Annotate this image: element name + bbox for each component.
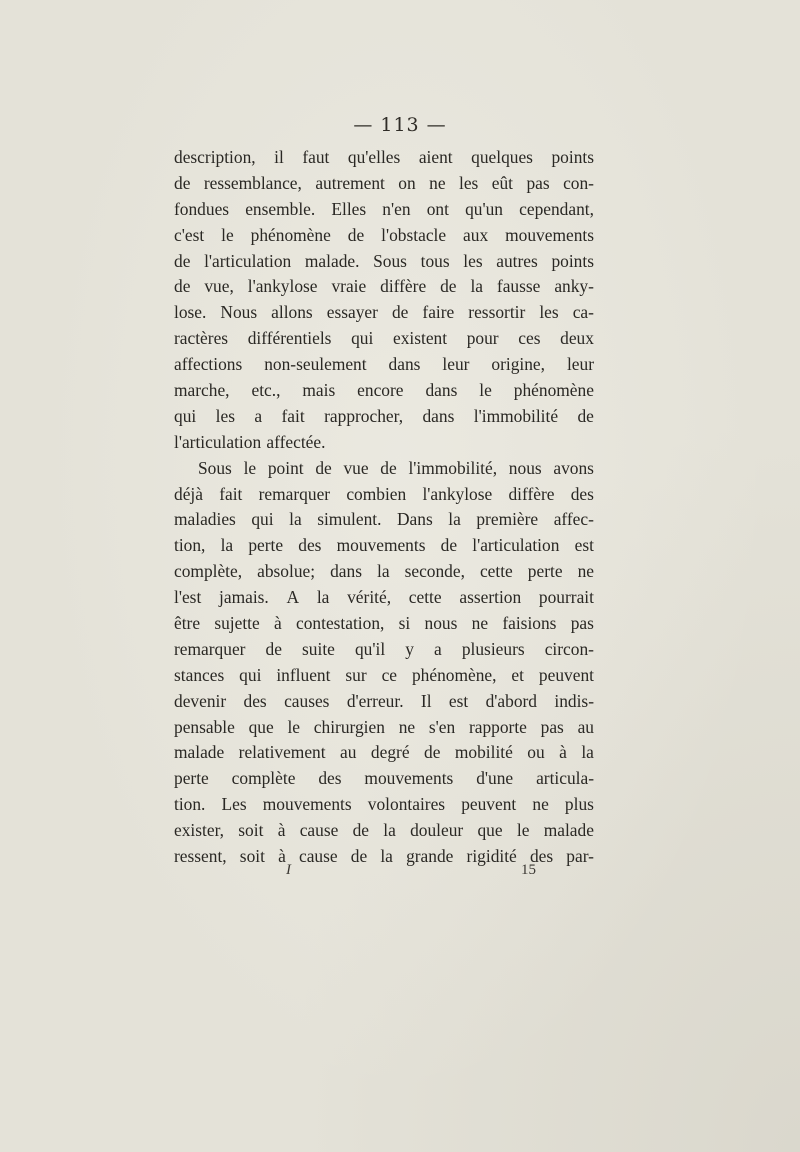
word: de <box>315 457 332 478</box>
text-line <box>174 740 594 766</box>
word: mouvements <box>505 224 594 245</box>
word: eût <box>491 172 513 193</box>
word: les <box>463 250 483 271</box>
word: à <box>559 742 567 763</box>
word: le <box>516 820 530 841</box>
word: de <box>352 820 369 841</box>
word: encore <box>357 380 404 401</box>
word: affectée. <box>266 431 326 452</box>
word: origine, <box>491 354 545 375</box>
word: volontaires <box>367 794 446 815</box>
word: qui <box>239 664 262 685</box>
text-line <box>174 249 594 275</box>
word: suite <box>302 638 335 659</box>
word: est <box>448 690 469 711</box>
word: circon- <box>544 638 594 659</box>
word: rapporte <box>468 716 527 737</box>
text-line <box>174 689 594 715</box>
signature-mark-right: 15 <box>521 862 536 878</box>
word: indis- <box>554 690 594 711</box>
word: con- <box>563 172 594 193</box>
word: combien <box>346 483 407 504</box>
word: ressemblance, <box>203 172 302 193</box>
word: l'obstacle <box>381 224 447 245</box>
word: relativement <box>238 742 326 763</box>
word: allons <box>271 302 313 323</box>
word: ont <box>426 198 449 219</box>
word: remarquer <box>258 483 331 504</box>
word: d'une <box>476 768 514 789</box>
word: complète, <box>174 561 243 582</box>
word: l'immobilité <box>473 405 559 426</box>
word: diffère <box>508 483 555 504</box>
word: fausse <box>496 276 541 297</box>
word: causes <box>284 690 330 711</box>
word: simulent. <box>317 509 382 530</box>
word: leur <box>566 354 594 375</box>
word: faut <box>302 147 330 167</box>
word: faire <box>422 302 455 323</box>
word: douleur <box>410 820 464 841</box>
text-line <box>174 507 594 533</box>
word: Sous <box>198 457 232 478</box>
word: la <box>581 742 594 763</box>
word: aux <box>463 224 489 245</box>
word: dans <box>422 405 455 426</box>
word: malade <box>543 820 594 841</box>
word: etc., <box>251 380 281 401</box>
word: malade. <box>304 250 360 271</box>
word: soit <box>238 820 264 841</box>
word: mouvements <box>262 794 352 815</box>
word: points <box>551 147 594 167</box>
word: la <box>377 561 390 582</box>
word: dans <box>330 561 362 582</box>
word: rapprocher, <box>324 405 404 426</box>
word: point <box>267 457 304 478</box>
word: aient <box>418 147 453 167</box>
text-line <box>174 456 594 482</box>
text-line <box>174 766 594 792</box>
text-line <box>174 404 594 430</box>
word: de <box>174 250 191 271</box>
word: stances <box>174 664 225 685</box>
word: quelques <box>471 147 533 167</box>
text-line <box>174 637 594 663</box>
word: ou <box>527 742 545 763</box>
word: qu'un <box>465 198 503 219</box>
word: ressortir <box>468 302 526 323</box>
word: et <box>511 664 524 685</box>
word: les <box>215 405 235 426</box>
text-line <box>174 197 594 223</box>
word: ne <box>429 172 446 193</box>
word: nous <box>508 457 542 478</box>
word: chirurgien <box>313 716 385 737</box>
word: phénomène, <box>411 664 497 685</box>
text-line <box>174 352 594 378</box>
word: l'immobilité, <box>408 457 498 478</box>
word: qui <box>351 328 374 349</box>
word: remarquer <box>174 638 246 659</box>
word: pour <box>466 328 499 349</box>
word: influent <box>276 664 331 685</box>
text-line <box>174 559 594 585</box>
word: pourrait <box>538 587 594 608</box>
word: y <box>405 638 414 659</box>
word: il <box>274 147 284 167</box>
word: perte <box>527 561 563 582</box>
word: la <box>470 276 483 297</box>
word: pas <box>570 613 594 634</box>
word: vraie <box>331 276 367 297</box>
word: marche, <box>174 380 230 401</box>
word: de <box>424 742 441 763</box>
word: des <box>318 768 342 789</box>
word: l'articulation <box>204 250 292 271</box>
word: rigidité <box>466 846 517 867</box>
word: perte <box>174 768 209 789</box>
text-line <box>174 482 594 508</box>
word: Les <box>221 794 247 815</box>
word: sur <box>345 664 367 685</box>
word: être <box>174 613 201 634</box>
word: ressent, <box>174 846 227 867</box>
word: qui <box>251 509 274 530</box>
word: s'en <box>428 716 456 737</box>
word: qui <box>174 405 197 426</box>
word: cause <box>298 846 338 867</box>
text-line <box>174 585 594 611</box>
word: la <box>220 535 234 556</box>
word: degré <box>370 742 410 763</box>
text-line <box>174 223 594 249</box>
text-line <box>174 663 594 689</box>
word: de <box>174 172 191 193</box>
word: la <box>316 587 330 608</box>
word: grande <box>406 846 454 867</box>
word: ne <box>398 716 416 737</box>
word: essayer <box>326 302 378 323</box>
word: mobilité <box>454 742 513 763</box>
word: que <box>248 716 274 737</box>
word: maladies <box>174 509 236 530</box>
word: devenir <box>174 690 227 711</box>
word: ce <box>381 664 398 685</box>
word: la <box>383 820 396 841</box>
word: nous <box>424 613 458 634</box>
page-number: — 113 — <box>353 114 447 136</box>
word: cependant, <box>519 198 594 219</box>
word: pas <box>526 172 550 193</box>
word: fait <box>281 405 305 426</box>
word: première <box>476 509 539 530</box>
word: leur <box>442 354 470 375</box>
word: différentiels <box>247 328 332 349</box>
word: autres <box>496 250 538 271</box>
word: seconde, <box>404 561 465 582</box>
word: qu'il <box>354 638 386 659</box>
word: Il <box>420 690 432 711</box>
word: de <box>577 405 594 426</box>
word: l'articulation <box>174 431 262 452</box>
word: de <box>350 846 368 867</box>
word: des <box>243 690 267 711</box>
word: le <box>479 380 492 401</box>
word: au <box>340 742 357 763</box>
word: Sous <box>373 250 407 271</box>
word: la <box>380 846 393 867</box>
word: Elles <box>331 198 367 219</box>
word: cause <box>299 820 339 841</box>
word: qu'elles <box>347 147 401 167</box>
word: des <box>529 846 554 867</box>
word: existent <box>392 328 448 349</box>
word: exister, <box>174 820 225 841</box>
text-line <box>174 300 594 326</box>
word: anky- <box>554 276 594 297</box>
word: plus <box>564 794 594 815</box>
word: mouvements <box>336 535 426 556</box>
word: si <box>398 613 411 634</box>
word: déjà <box>174 483 203 504</box>
word: mouvements <box>364 768 454 789</box>
text-line <box>174 326 594 352</box>
word: Dans <box>396 509 433 530</box>
word: autrement <box>315 172 385 193</box>
word: de <box>174 276 191 297</box>
word: mais <box>302 380 336 401</box>
word: de <box>347 224 365 245</box>
word: deux <box>560 328 594 349</box>
word: soit <box>239 846 265 867</box>
word: sujette <box>214 613 260 634</box>
text-line <box>174 792 594 818</box>
word: A <box>286 587 300 608</box>
text-line <box>174 715 594 741</box>
word: c'est <box>174 224 205 245</box>
word: la <box>448 509 461 530</box>
text-line <box>174 533 594 559</box>
word: l'ankylose <box>247 276 318 297</box>
word: non-seulement <box>264 354 367 375</box>
word: de <box>265 638 282 659</box>
word: affec- <box>553 509 594 530</box>
word: diffère <box>380 276 427 297</box>
word: peuvent <box>538 664 594 685</box>
word: ne <box>471 613 489 634</box>
word: le <box>221 224 234 245</box>
word: a <box>434 638 442 659</box>
text-line <box>174 145 594 171</box>
word: à <box>274 613 282 634</box>
word: dans <box>388 354 421 375</box>
word: pas <box>540 716 564 737</box>
word: de <box>380 457 397 478</box>
word: des <box>570 483 594 504</box>
word: a <box>254 405 263 426</box>
word: les <box>458 172 479 193</box>
word: malade <box>174 742 225 763</box>
word: d'abord <box>485 690 538 711</box>
word: de <box>391 302 409 323</box>
word: avons <box>553 457 594 478</box>
word: que <box>477 820 503 841</box>
word: est <box>574 535 594 556</box>
text-line <box>174 171 594 197</box>
body-text <box>174 145 594 870</box>
text-line <box>174 611 594 637</box>
word: dans <box>425 380 458 401</box>
text-line <box>174 274 594 300</box>
word: vérité, <box>347 587 392 608</box>
word: points <box>551 250 594 271</box>
word: complète <box>231 768 296 789</box>
word: l'articulation <box>472 535 560 556</box>
word: au <box>577 716 594 737</box>
word: ractères <box>174 328 229 349</box>
word: faisions <box>502 613 557 634</box>
word: tion. <box>174 794 206 815</box>
word: on <box>398 172 416 193</box>
word: vue <box>343 457 369 478</box>
word: n'en <box>382 198 411 219</box>
word: peuvent <box>461 794 517 815</box>
word: les <box>539 302 559 323</box>
word: Nous <box>220 302 258 323</box>
word: fondues <box>174 198 230 219</box>
word: jamais. <box>219 587 269 608</box>
text-line <box>174 378 594 404</box>
word: lose. <box>174 302 207 323</box>
word: perte <box>248 535 284 556</box>
word: par- <box>566 846 594 867</box>
word: ca- <box>572 302 594 323</box>
word: à <box>278 846 286 867</box>
word: fait <box>219 483 243 504</box>
word: la <box>289 509 302 530</box>
word: contestation, <box>296 613 385 634</box>
word: cette <box>408 587 442 608</box>
word: assertion <box>459 587 522 608</box>
word: ensemble. <box>245 198 316 219</box>
word: l'est <box>174 587 202 608</box>
word: d'erreur. <box>346 690 404 711</box>
word: pensable <box>174 716 235 737</box>
page-footer <box>0 862 800 884</box>
word: vue, <box>204 276 234 297</box>
word: affections <box>174 354 243 375</box>
text-line <box>174 430 594 456</box>
word: plusieurs <box>461 638 525 659</box>
word: le <box>243 457 257 478</box>
word: ne <box>577 561 594 582</box>
word: tous <box>420 250 450 271</box>
word: absolue; <box>257 561 316 582</box>
word: phénomène <box>513 380 594 401</box>
word: articula- <box>536 768 594 789</box>
text-line <box>174 818 594 844</box>
word: cette <box>479 561 513 582</box>
word: de <box>440 276 457 297</box>
word: tion, <box>174 535 206 556</box>
word: l'ankylose <box>422 483 493 504</box>
word: le <box>287 716 301 737</box>
word: ne <box>532 794 549 815</box>
word: des <box>298 535 322 556</box>
word: ces <box>518 328 541 349</box>
word: de <box>440 535 458 556</box>
word: description, <box>174 147 256 167</box>
signature-mark-left: I <box>286 862 291 878</box>
word: phénomène <box>250 224 331 245</box>
word: à <box>277 820 286 841</box>
